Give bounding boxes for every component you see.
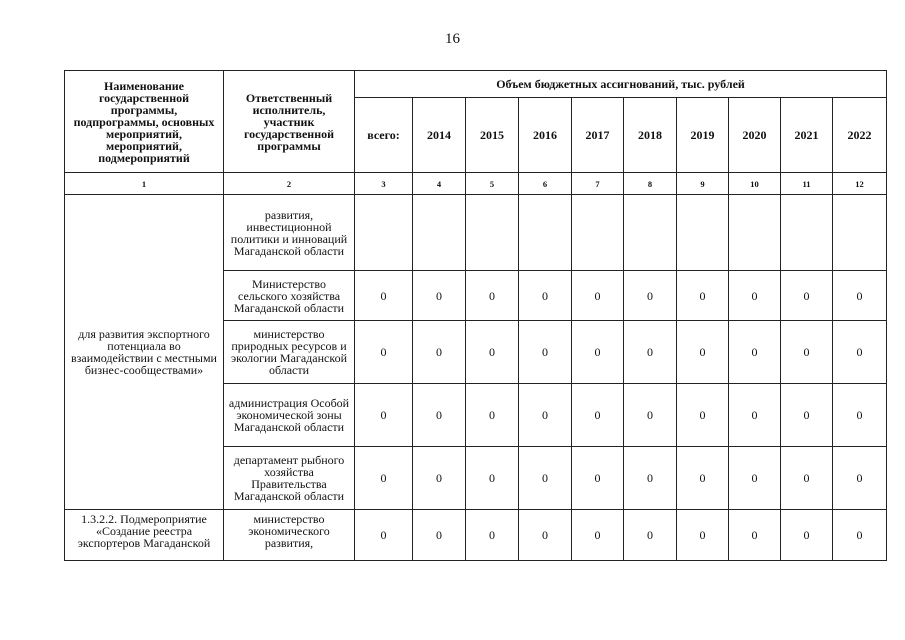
value-cell: 0: [677, 384, 729, 447]
executor-cell: министерство природных ресурсов и экологии Магаданской области: [224, 321, 355, 384]
value-cell: 0: [624, 271, 677, 321]
executor-cell: департамент рыбного хозяйства Правительства Магаданской области: [224, 447, 355, 510]
page-number: 16: [445, 31, 460, 47]
value-cell: 0: [519, 384, 572, 447]
value-cell: [833, 195, 887, 271]
value-cell: 0: [519, 321, 572, 384]
value-cell: 0: [355, 447, 413, 510]
value-cell: [519, 195, 572, 271]
value-cell: [677, 195, 729, 271]
header-year: 2016: [519, 98, 572, 173]
executor-cell: администрация Особой экономической зоны Магаданской области: [224, 384, 355, 447]
value-cell: 0: [355, 510, 413, 561]
header-year: 2019: [677, 98, 729, 173]
value-cell: 0: [781, 271, 833, 321]
value-cell: [781, 195, 833, 271]
value-cell: 0: [572, 271, 624, 321]
value-cell: 0: [781, 447, 833, 510]
value-cell: 0: [413, 384, 466, 447]
header-year: 2018: [624, 98, 677, 173]
value-cell: 0: [466, 321, 519, 384]
value-cell: 0: [413, 321, 466, 384]
value-cell: 0: [519, 447, 572, 510]
value-cell: 0: [729, 384, 781, 447]
value-cell: 0: [355, 271, 413, 321]
column-number: 11: [781, 173, 833, 195]
value-cell: 0: [466, 510, 519, 561]
value-cell: 0: [624, 384, 677, 447]
program-name-cell: 1.3.2.2. Подмероприятие «Создание реестра экспортеров Магаданской: [65, 510, 224, 561]
value-cell: 0: [729, 271, 781, 321]
value-cell: 0: [781, 321, 833, 384]
executor-cell: Министерство сельского хозяйства Магаданской области: [224, 271, 355, 321]
value-cell: [413, 195, 466, 271]
column-number: 8: [624, 173, 677, 195]
table-row: [65, 195, 887, 271]
value-cell: 0: [677, 271, 729, 321]
value-cell: 0: [833, 384, 887, 447]
column-number: 5: [466, 173, 519, 195]
value-cell: 0: [413, 271, 466, 321]
value-cell: 0: [833, 510, 887, 561]
column-number: 10: [729, 173, 781, 195]
value-cell: 0: [572, 447, 624, 510]
value-cell: [572, 195, 624, 271]
value-cell: 0: [413, 447, 466, 510]
header-year: 2014: [413, 98, 466, 173]
value-cell: 0: [572, 321, 624, 384]
value-cell: [729, 195, 781, 271]
value-cell: 0: [572, 510, 624, 561]
column-number: 9: [677, 173, 729, 195]
value-cell: 0: [833, 447, 887, 510]
value-cell: 0: [729, 321, 781, 384]
value-cell: 0: [833, 321, 887, 384]
header-year: 2021: [781, 98, 833, 173]
executor-cell: развития, инвестиционной политики и инноваций Магаданской области: [224, 195, 355, 271]
value-cell: 0: [677, 447, 729, 510]
column-number: 3: [355, 173, 413, 195]
header-volume: Объем бюджетных ассигнований, тыс. рублей: [355, 71, 887, 98]
value-cell: [466, 195, 519, 271]
column-number: 6: [519, 173, 572, 195]
column-number: 4: [413, 173, 466, 195]
header-year: 2017: [572, 98, 624, 173]
column-number: 7: [572, 173, 624, 195]
header-year: 2022: [833, 98, 887, 173]
value-cell: 0: [624, 447, 677, 510]
budget-table: [64, 70, 887, 561]
value-cell: 0: [519, 510, 572, 561]
value-cell: 0: [466, 384, 519, 447]
column-number: 2: [224, 173, 355, 195]
table-row: [65, 510, 887, 561]
value-cell: 0: [781, 510, 833, 561]
header-total: всего:: [355, 98, 413, 173]
value-cell: 0: [781, 384, 833, 447]
value-cell: 0: [413, 510, 466, 561]
value-cell: 0: [355, 321, 413, 384]
value-cell: 0: [624, 321, 677, 384]
value-cell: [355, 195, 413, 271]
value-cell: 0: [466, 271, 519, 321]
header-year: 2020: [729, 98, 781, 173]
value-cell: 0: [729, 447, 781, 510]
value-cell: 0: [572, 384, 624, 447]
value-cell: 0: [624, 510, 677, 561]
value-cell: 0: [729, 510, 781, 561]
value-cell: 0: [677, 510, 729, 561]
executor-cell: министерство экономического развития,: [224, 510, 355, 561]
header-year: 2015: [466, 98, 519, 173]
value-cell: [624, 195, 677, 271]
program-name-cell: для развития экспортного потенциала во взаимодействии с местными бизнес-сообществами»: [65, 195, 224, 510]
value-cell: 0: [355, 384, 413, 447]
column-number-row: [65, 173, 887, 195]
value-cell: 0: [833, 271, 887, 321]
header-name: Наименование государственной программы, подпрограммы, основных мероприятий, мероприятий, подмероприятий: [65, 71, 224, 173]
value-cell: 0: [519, 271, 572, 321]
column-number: 12: [833, 173, 887, 195]
column-number: 1: [65, 173, 224, 195]
value-cell: 0: [677, 321, 729, 384]
header-executor: Ответственный исполнитель, участник государственной программы: [224, 71, 355, 173]
value-cell: 0: [466, 447, 519, 510]
